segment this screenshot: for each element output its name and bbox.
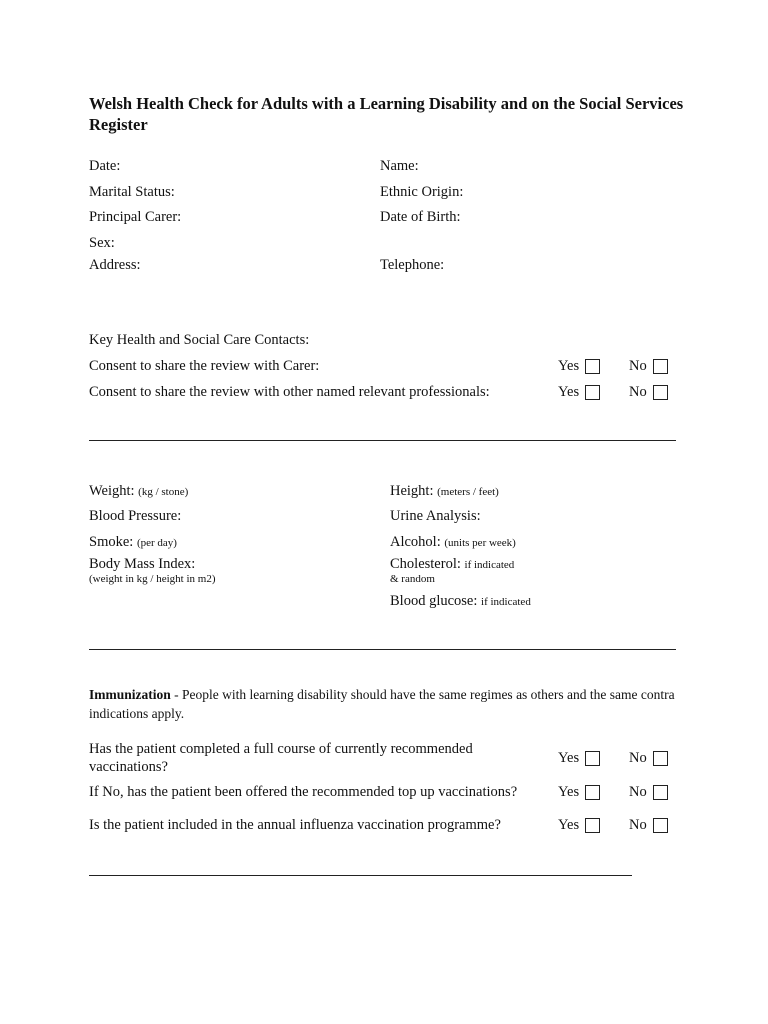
option-yes-label: Yes [558, 750, 580, 766]
option-yes-label: Yes [558, 817, 580, 833]
section-divider [89, 649, 676, 650]
section-divider-short [89, 875, 632, 876]
consent-professionals-label: Consent to share the review with other named relevant professionals: [89, 384, 490, 400]
sex-label: Sex: [89, 235, 115, 251]
q1-yes [558, 749, 600, 767]
q3-yes-checkbox[interactable] [585, 818, 600, 833]
cholesterol-note: if indicated [464, 559, 515, 571]
height-unit: (meters / feet) [437, 486, 499, 498]
q3-yes [558, 816, 600, 834]
option-no-label: No [629, 750, 647, 766]
q1-no-checkbox[interactable] [653, 751, 668, 766]
immunization-intro [89, 685, 679, 723]
weight-unit: (kg / stone) [138, 486, 189, 498]
marital-status-label: Marital Status: [89, 184, 175, 200]
blood-glucose-note: if indicated [481, 596, 531, 608]
date-label: Date: [89, 158, 121, 174]
ethnic-origin-label: Ethnic Origin: [380, 184, 464, 200]
q3-no [629, 816, 668, 834]
date-of-birth-label: Date of Birth: [380, 209, 461, 225]
question-influenza: Is the patient included in the annual influenza vaccination programme? [89, 817, 501, 833]
consent-carer-yes-checkbox[interactable] [585, 359, 600, 374]
address-label: Address: [89, 257, 141, 273]
name-label: Name: [380, 158, 419, 174]
q2-yes-checkbox[interactable] [585, 785, 600, 800]
principal-carer-label: Principal Carer: [89, 209, 182, 225]
section-divider [89, 440, 676, 441]
blood-pressure-label: Blood Pressure: [89, 508, 182, 524]
smoke-field [89, 533, 177, 552]
immunization-intro-text: - People with learning disability should have the same regimes as others and the same contra indications apply. [89, 687, 675, 721]
option-yes-label: Yes [558, 784, 580, 800]
q2-no [629, 783, 668, 801]
cholesterol-label: Cholesterol: [390, 556, 461, 572]
question-full-course: Has the patient completed a full course of currently recommended vaccinations? [89, 741, 473, 775]
form-title: Welsh Health Check for Adults with a Learning Disability and on the Social Services Register [89, 94, 684, 134]
q3-no-checkbox[interactable] [653, 818, 668, 833]
telephone-label: Telephone: [380, 257, 445, 273]
consent-professionals-yes [558, 383, 600, 401]
consent-carer-label: Consent to share the review with Carer: [89, 358, 320, 374]
option-yes-label: Yes [558, 358, 580, 374]
option-no-label: No [629, 784, 647, 800]
smoke-label: Smoke: [89, 534, 134, 550]
alcohol-label: Alcohol: [390, 534, 441, 550]
option-no-label: No [629, 817, 647, 833]
option-no-label: No [629, 384, 647, 400]
bmi-note: (weight in kg / height in m2) [89, 573, 216, 585]
key-contacts-label: Key Health and Social Care Contacts: [89, 332, 310, 348]
consent-professionals-no [629, 383, 668, 401]
q2-no-checkbox[interactable] [653, 785, 668, 800]
consent-professionals-yes-checkbox[interactable] [585, 385, 600, 400]
height-label: Height: [390, 483, 434, 499]
q1-no [629, 749, 668, 767]
q1-yes-checkbox[interactable] [585, 751, 600, 766]
smoke-unit: (per day) [136, 537, 177, 549]
immunization-heading: Immunization [89, 687, 171, 702]
consent-carer-no [629, 357, 668, 375]
consent-carer-yes [558, 357, 600, 375]
bmi-label: Body Mass Index: [89, 556, 196, 572]
alcohol-unit: (units per week) [444, 537, 516, 549]
urine-analysis-label: Urine Analysis: [390, 508, 481, 524]
weight-label: Weight: [89, 483, 135, 499]
height-field [390, 482, 499, 501]
weight-field [89, 482, 188, 501]
consent-carer-no-checkbox[interactable] [653, 359, 668, 374]
option-yes-label: Yes [558, 384, 580, 400]
option-no-label: No [629, 358, 647, 374]
question-top-up: If No, has the patient been offered the recommended top up vaccinations? [89, 784, 518, 800]
q2-yes [558, 783, 600, 801]
consent-professionals-no-checkbox[interactable] [653, 385, 668, 400]
cholesterol-note-random: & random [390, 573, 435, 585]
alcohol-field [390, 533, 516, 552]
blood-glucose-field [390, 592, 531, 611]
blood-glucose-label: Blood glucose: [390, 593, 478, 609]
